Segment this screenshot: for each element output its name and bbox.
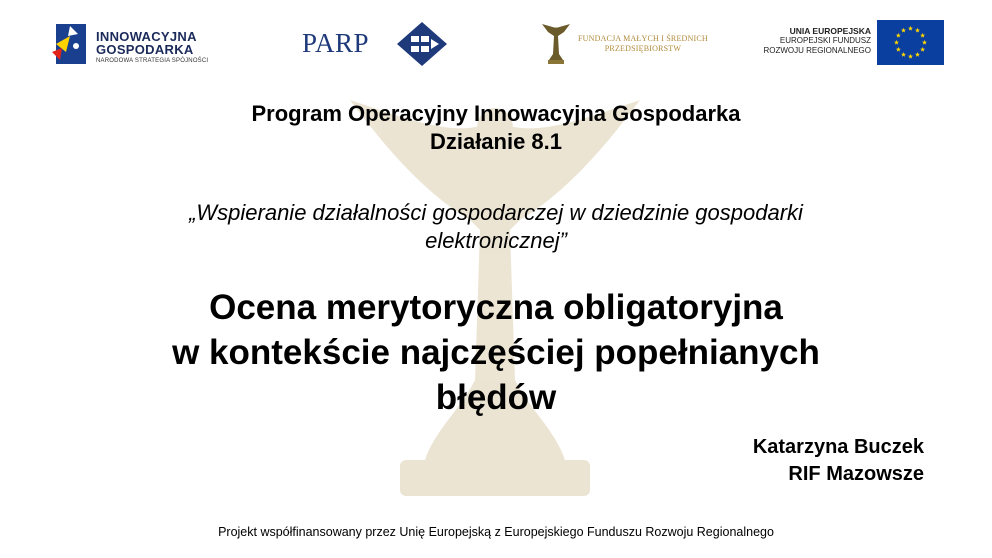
ue-logo-line3: ROZWOJU REGIONALNEGO xyxy=(763,46,871,55)
quote-line1: „Wspieranie działalności gospodarczej w dziedzinie gospodarki xyxy=(189,200,803,225)
presentation-title-line1: Ocena merytoryczna obligatoryjna xyxy=(209,288,783,327)
innowacyjna-logo-line2: GOSPODARKA xyxy=(96,42,194,57)
innowacyjna-logo-line3: NARODOWA STRATEGIA SPÓJNOŚCI xyxy=(96,58,209,64)
program-title-line2: Działanie 8.1 xyxy=(429,129,563,154)
presentation-title-line3: błędów xyxy=(435,378,557,417)
ue-logo-title: UNIA EUROPEJSKA xyxy=(789,26,871,36)
author-block xyxy=(753,434,924,488)
author-name: Katarzyna Buczek xyxy=(752,436,924,458)
program-title xyxy=(0,100,992,156)
ue-logo-line2: EUROPEJSKI FUNDUSZ xyxy=(779,36,871,45)
fundacja-logo-line1: FUNDACJA MAŁYCH I ŚREDNICH xyxy=(578,34,708,43)
author-organization: RIF Mazowsze xyxy=(788,463,924,485)
program-subtitle-quote xyxy=(0,199,992,255)
presentation-title xyxy=(0,285,992,420)
presentation-title-line2: w kontekście najczęściej popełnianych xyxy=(172,333,820,372)
fundacja-logo-line2: PRZEDSIĘBIORSTW xyxy=(604,44,682,53)
funding-footer: Projekt współfinansowany przez Unię Europejską z Europejskiego Funduszu Rozwoju Regionalnego xyxy=(218,525,774,539)
innowacyjna-logo-line1: INNOWACYJNA xyxy=(96,29,197,44)
parp-logo-text: PARP xyxy=(302,28,370,58)
program-title-line1: Program Operacyjny Innowacyjna Gospodarka xyxy=(251,101,741,126)
quote-line2: elektronicznej” xyxy=(425,228,567,253)
